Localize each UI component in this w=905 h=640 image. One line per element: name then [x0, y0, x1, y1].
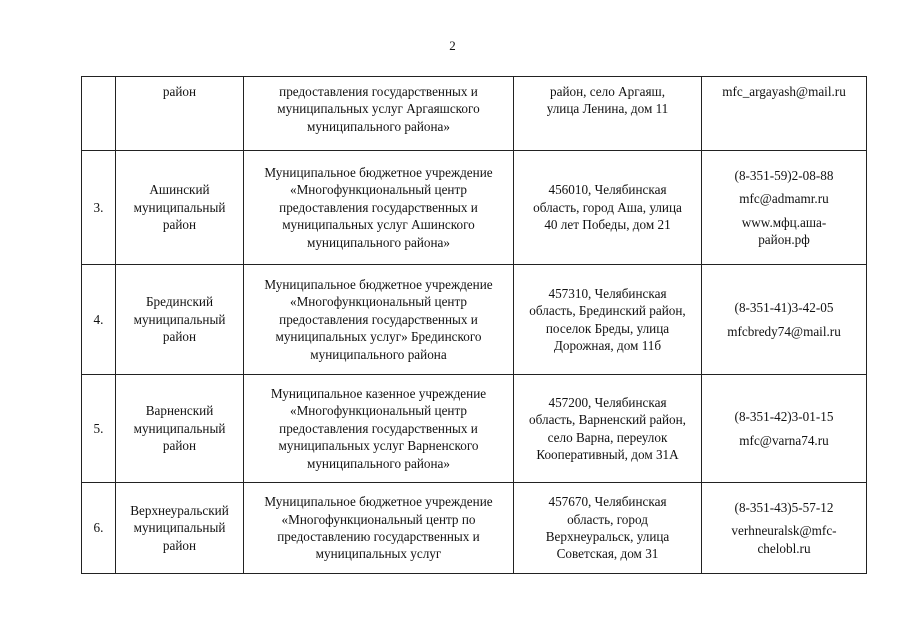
mfc-registry-table	[81, 76, 867, 574]
email-link[interactable]: verhneuralsk@mfc-	[731, 523, 837, 539]
district-cell: Верхнеуральский муниципальный район	[116, 483, 244, 574]
phone-number: (8-351-43)5-57-12	[734, 499, 834, 515]
address-cell: 457200, Челябинская область, Варненский район, село Варна, переулок Кооперативный, дом 31А	[514, 375, 702, 483]
table-row	[82, 151, 867, 265]
district-cell: Ашинский муниципальный район	[116, 151, 244, 265]
table-row	[82, 483, 867, 574]
table-row	[82, 265, 867, 375]
table-row	[82, 375, 867, 483]
row-number-cell: 3.	[82, 151, 116, 265]
email-link[interactable]: mfcbredy74@mail.ru	[727, 323, 841, 339]
address-cell: 456010, Челябинская область, город Аша, улица 40 лет Победы, дом 21	[514, 151, 702, 265]
organization-cell: Муниципальное бюджетное учреждение «Многофункциональный центр предоставления государственных и муниципальных услуг Ашинского муниципального района»	[244, 151, 514, 265]
email-link-continued[interactable]: chelobl.ru	[757, 540, 811, 556]
website-link-continued[interactable]: район.рф	[758, 231, 810, 247]
email-link[interactable]: mfc@admamr.ru	[739, 191, 829, 207]
contacts-cell	[702, 77, 867, 151]
district-cell: Брединский муниципальный район	[116, 265, 244, 375]
row-number-cell: 5.	[82, 375, 116, 483]
address-cell: 457310, Челябинская область, Брединский район, поселок Бреды, улица Дорожная, дом 11б	[514, 265, 702, 375]
organization-cell: предоставления государственных и муниципальных услуг Аргаяшского муниципального района»	[244, 77, 514, 151]
phone-number: (8-351-59)2-08-88	[734, 167, 834, 183]
district-cell: район	[116, 77, 244, 151]
address-cell: район, село Аргаяш, улица Ленина, дом 11	[514, 77, 702, 151]
row-number-cell	[82, 77, 116, 151]
organization-cell: Муниципальное казенное учреждение «Многофункциональный центр предоставления государственных и муниципальных услуг Варненского муниципального района»	[244, 375, 514, 483]
contacts-cell	[702, 265, 867, 375]
contacts-cell	[702, 483, 867, 574]
contacts-cell	[702, 375, 867, 483]
row-number-cell: 6.	[82, 483, 116, 574]
page-number: 2	[449, 38, 456, 53]
contacts-cell	[702, 151, 867, 265]
website-link[interactable]: www.мфц.аша-	[741, 214, 827, 230]
row-number-cell: 4.	[82, 265, 116, 375]
email-link[interactable]: mfc_argayash@mail.ru	[722, 84, 846, 99]
district-cell: Варненский муниципальный район	[116, 375, 244, 483]
organization-cell: Муниципальное бюджетное учреждение «Многофункциональный центр предоставления государственных и муниципальных услуг» Брединского муниципального района	[244, 265, 514, 375]
email-link[interactable]: mfc@varna74.ru	[739, 432, 829, 448]
phone-number: (8-351-41)3-42-05	[734, 300, 834, 316]
phone-number: (8-351-42)3-01-15	[734, 409, 834, 425]
address-cell: 457670, Челябинская область, город Верхнеуральск, улица Советская, дом 31	[514, 483, 702, 574]
organization-cell: Муниципальное бюджетное учреждение «Многофункциональный центр по предоставлению государственных и муниципальных услуг	[244, 483, 514, 574]
table-row	[82, 77, 867, 151]
